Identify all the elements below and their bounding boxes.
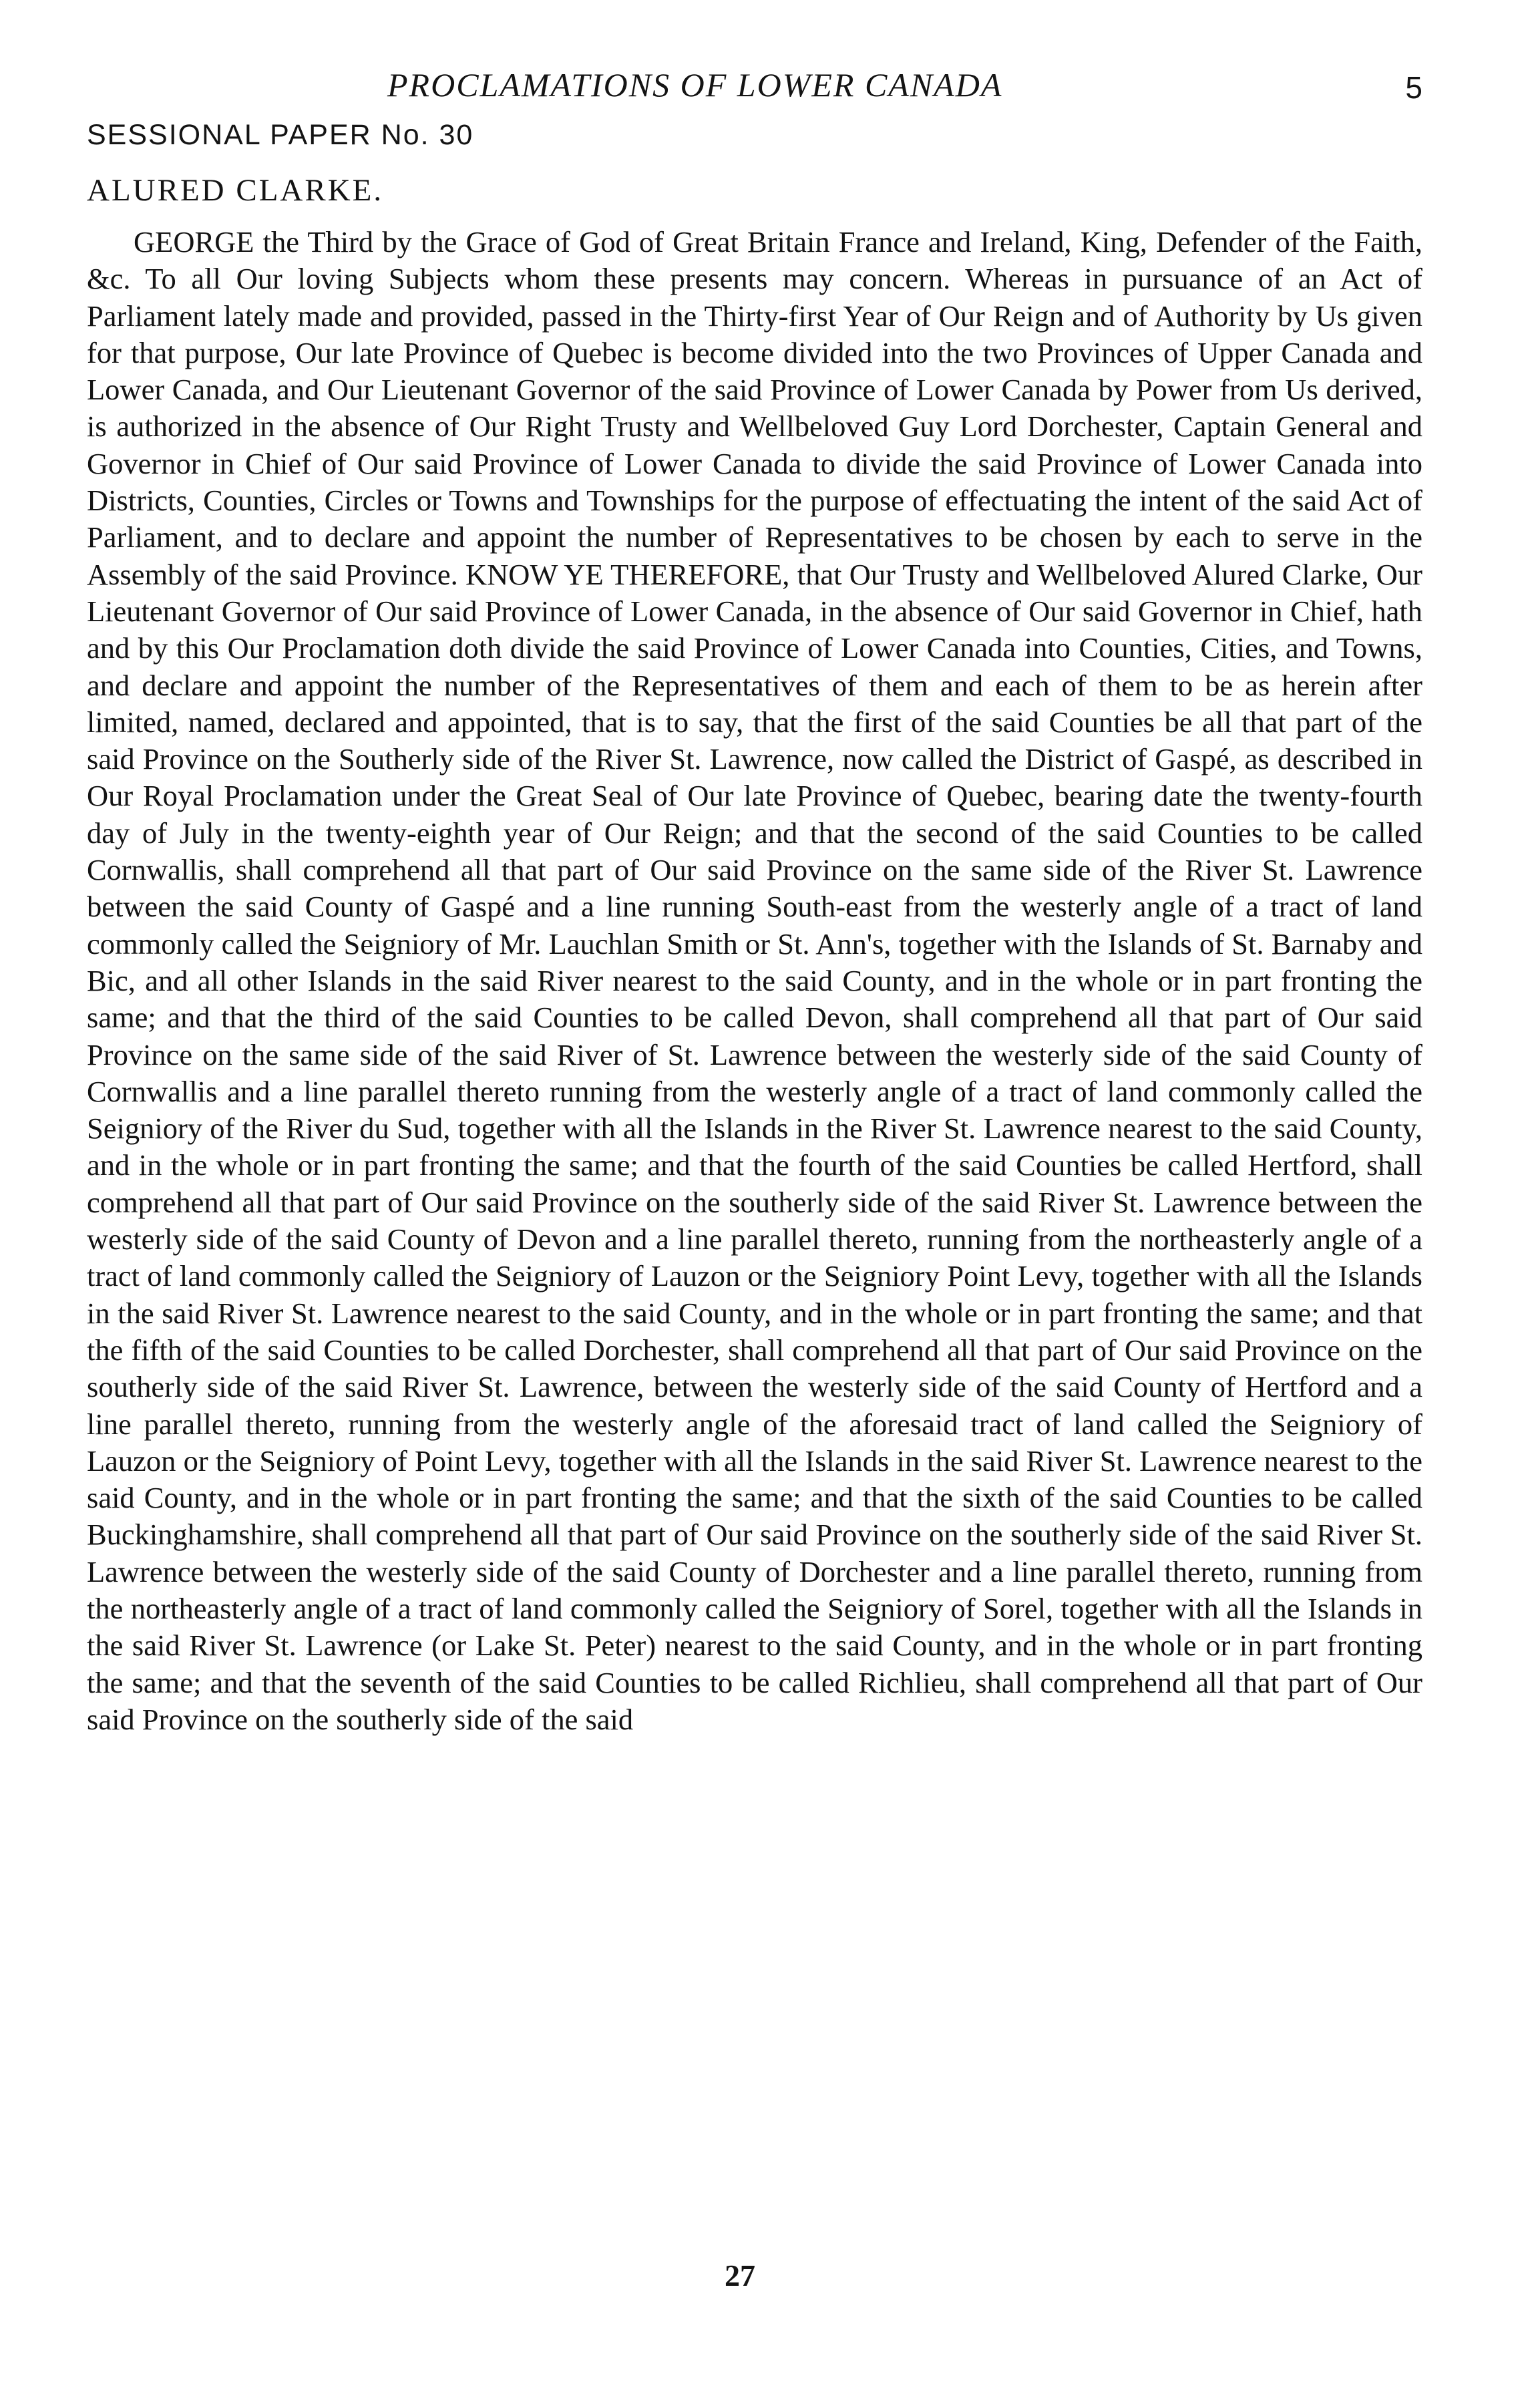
sessional-paper-label: SESSIONAL PAPER No. 30: [87, 119, 474, 151]
document-page: [87, 0, 1422, 2392]
folio-number: 27: [725, 2258, 755, 2292]
signatory-name: ALURED CLARKE.: [87, 173, 384, 208]
page-number: 5: [1405, 70, 1422, 105]
proclamation-body: GEORGE the Third by the Grace of God of Great Britain France and Ireland, King, Defender of the Faith, &c. To all Our loving Subjects whom these presents may concern. Whereas in pursuance of an Act of Parliament lately made and provided, passed in the Thirty-first Year of Our Reign and of Authority by Us given for that purpose, Our late Province of Quebec is become divided into the two Provinces of Upper Canada and Lower Canada, and Our Lieutenant Governor of the said Province of Lower Canada by Power from Us derived, is authorized in the absence of Our Right Trusty and Wellbeloved Guy Lord Dorchester, Captain General and Governor in Chief of Our said Province of Lower Canada to divide the said Province of Lower Canada into Districts, Counties, Circles or Towns and Townships for the purpose of effectuating the intent of the said Act of Parliament, and to declare and appoint the number of Representatives to be chosen by each to serve in the Assembly of the said Province. KNOW YE THEREFORE, that Our Trusty and Wellbeloved Alured Clarke, Our Lieutenant Governor of Our said Province of Lower Canada, in the absence of Our said Governor in Chief, hath and by this Our Proclamation doth divide the said Province of Lower Canada into Counties, Cities, and Towns, and declare and appoint the number of the Representatives of them and each of them to be as herein after limited, named, declared and appointed, that is to say, that the first of the said Counties be all that part of the said Province on the Southerly side of the River St. Lawrence, now called the District of Gaspé, as described in Our Royal Proclamation under the Great Seal of Our late Province of Quebec, bearing date the twenty-fourth day of July in the twenty-eighth year of Our Reign; and that the second of the said Counties to be called Cornwallis, shall comprehend all that part of Our said Province on the same side of the River St. Lawrence between the said County of Gaspé and a line running South-east from the westerly angle of a tract of land commonly called the Seigniory of Mr. Lauchlan Smith or St. Ann's, together with the Islands of St. Barnaby and Bic, and all other Islands in the said River nearest to the said County, and in the whole or in part fronting the same; and that the third of the said Counties to be called Devon, shall comprehend all that part of Our said Province on the same side of the said River of St. Lawrence between the westerly side of the said County of Cornwallis and a line parallel thereto running from the westerly angle of a tract of land commonly called the Seigniory of the River du Sud, together with all the Islands in the River St. Lawrence nearest to the said County, and in the whole or in part fronting the same; and that the fourth of the said Counties be called Hertford, shall comprehend all that part of Our said Province on the southerly side of the said River St. Lawrence between the westerly side of the said County of Devon and a line parallel thereto, running from the northeasterly angle of a tract of land commonly called the Seigniory of Lauzon or the Seigniory Point Levy, together with all the Islands in the said River St. Lawrence nearest to the said County, and in the whole or in part fronting the same; and that the fifth of the said Counties to be called Dorchester, shall comprehend all that part of Our said Province on the southerly side of the said River St. Lawrence, between the westerly side of the said County of Hertford and a line parallel thereto, running from the westerly angle of the aforesaid tract of land called the Seigniory of Lauzon or the Seigniory of Point Levy, together with all the Islands in the said River St. Lawrence nearest to the said County, and in the whole or in part fronting the same; and that the sixth of the said Counties to be called Buckinghamshire, shall comprehend all that part of Our said Province on the southerly side of the said River St. Lawrence between the westerly side of the said County of Dorchester and a line parallel thereto, running from the northeasterly angle of a tract of land commonly called the Seigniory of Sorel, together with all the Islands in the said River St. Lawrence (or Lake St. Peter) nearest to the said County, and in the whole or in part fronting the same; and that the seventh of the said Counties to be called Richlieu, shall comprehend all that part of Our said Province on the southerly side of the said: [87, 225, 1422, 1736]
running-title: PROCLAMATIONS OF LOWER CANADA: [387, 66, 1003, 104]
